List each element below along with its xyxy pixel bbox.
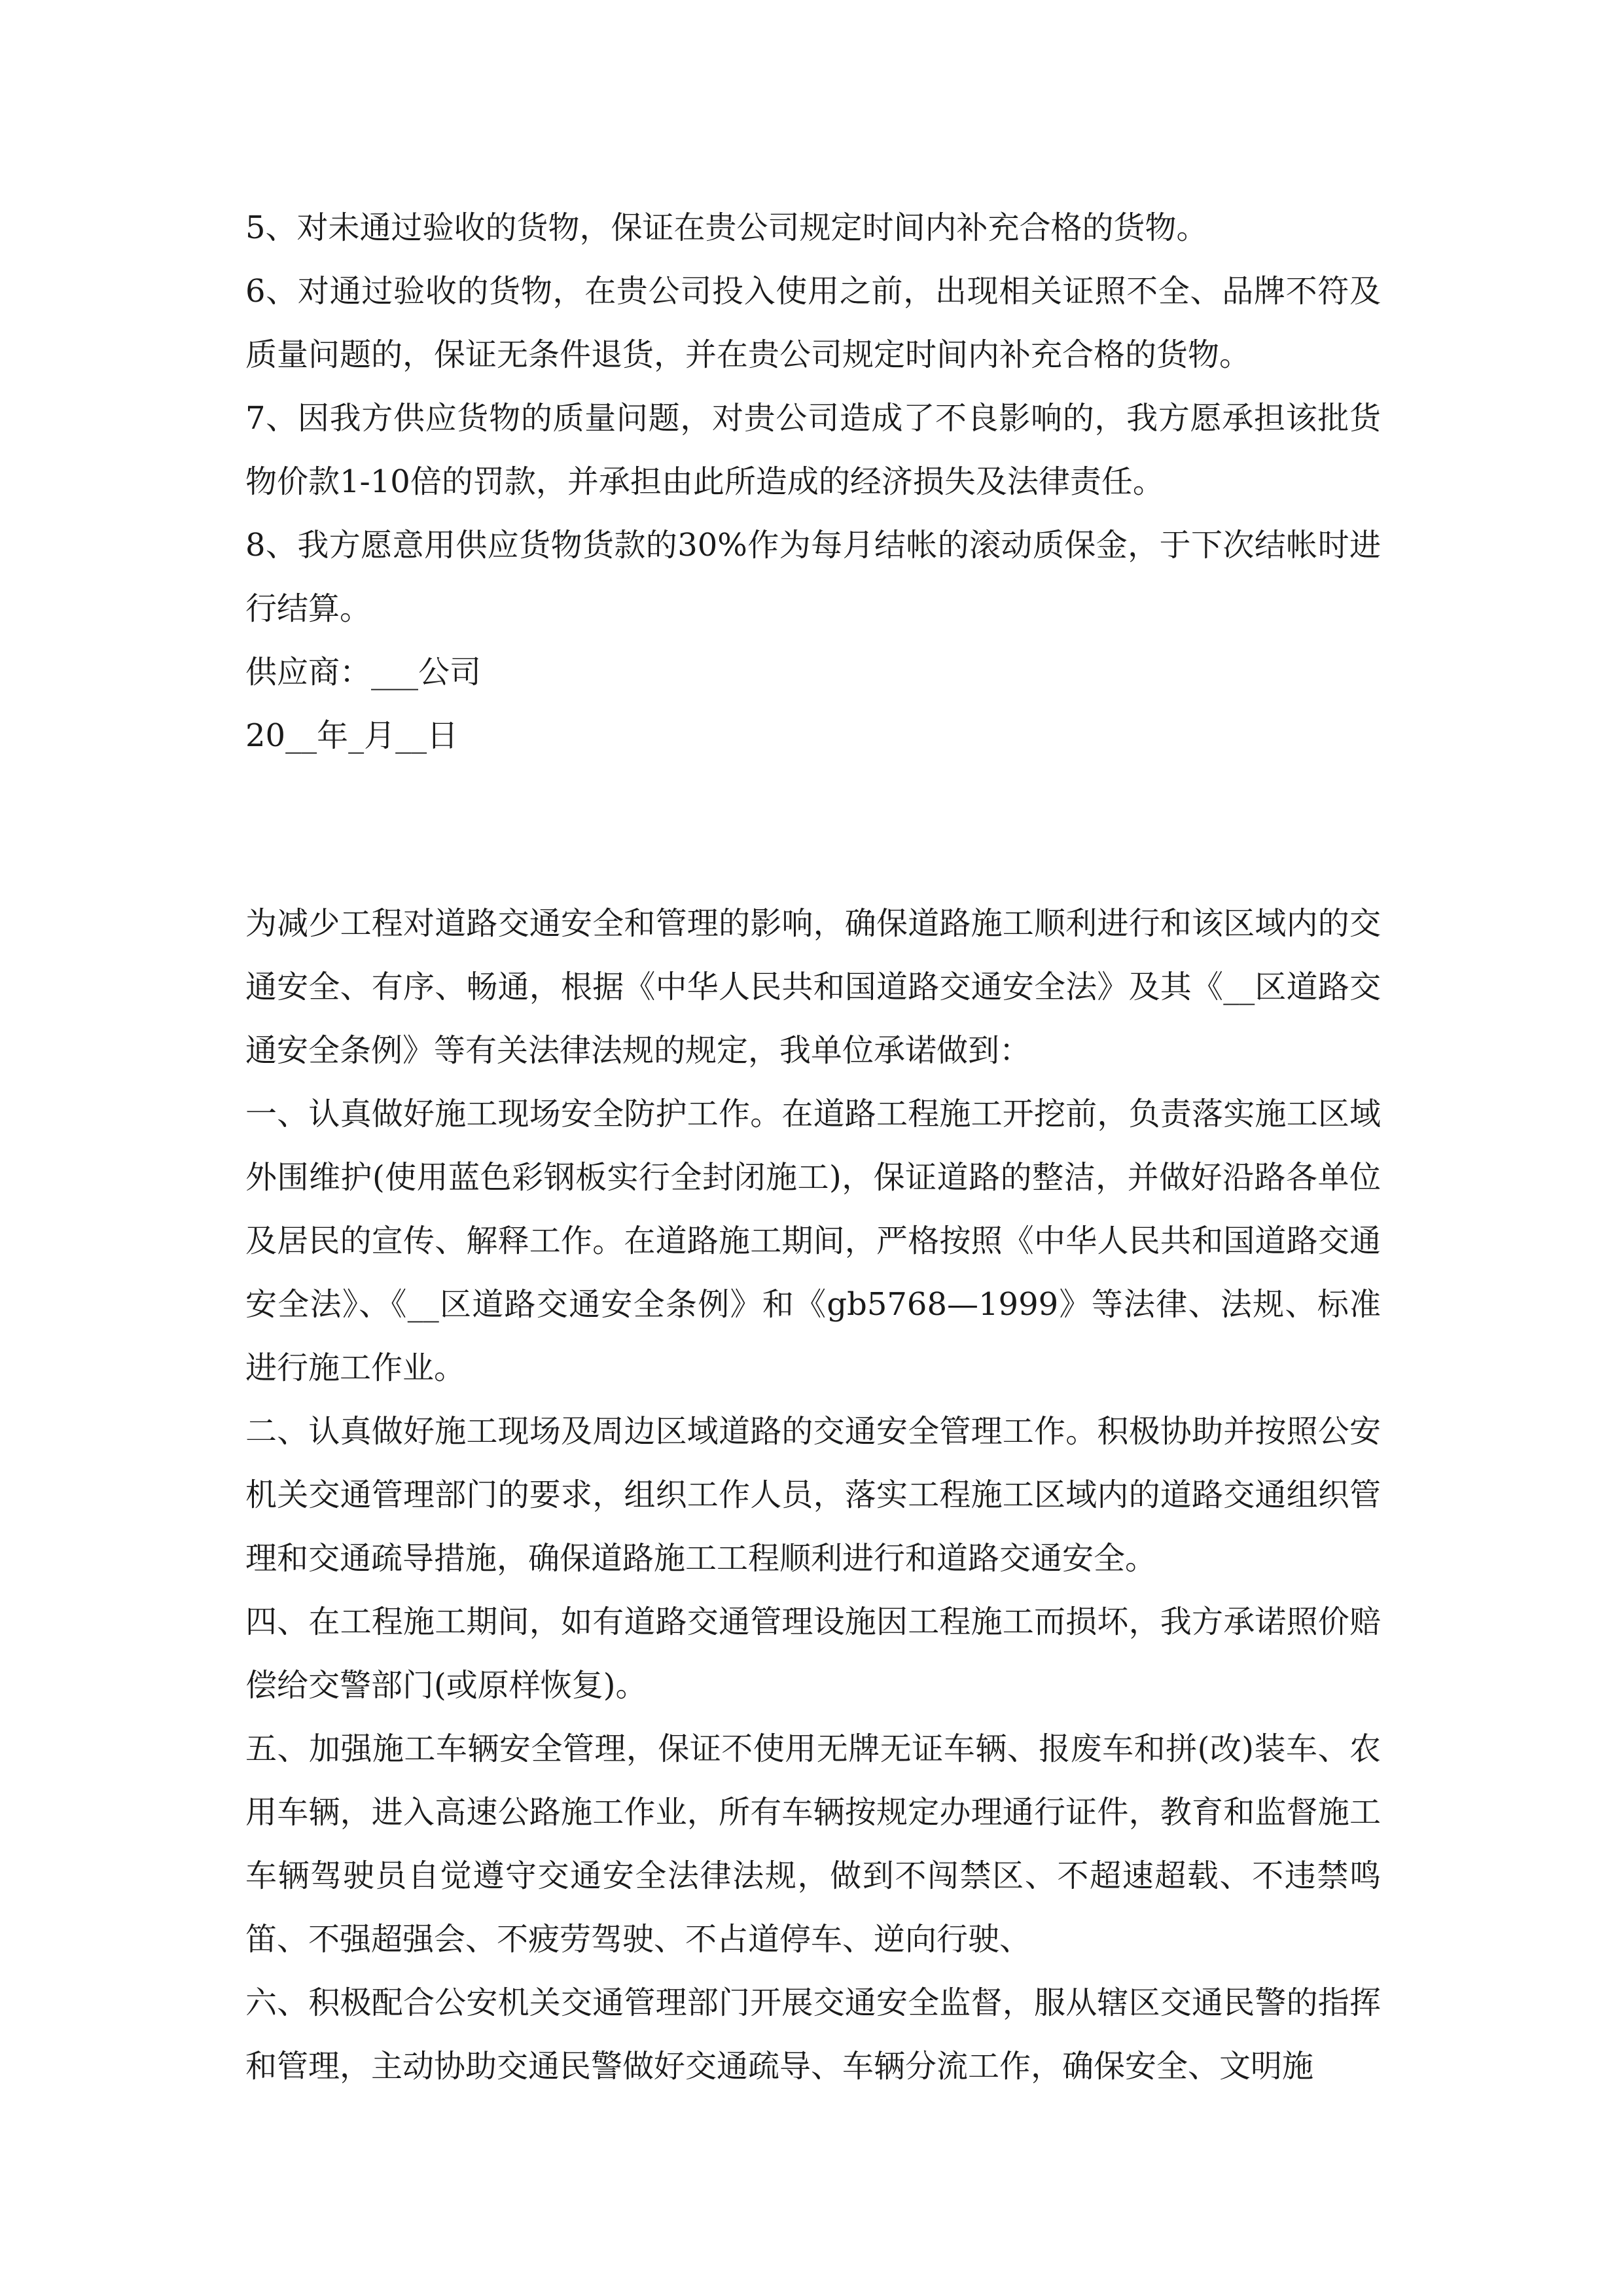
clause-8: 8、我方愿意用供应货物货款的30%作为每月结帐的滚动质保金，于下次结帐时进行结算。	[245, 527, 1381, 627]
pledge-item-2: 二、认真做好施工现场及周边区域道路的交通安全管理工作。积极协助并按照公安机关交通管理部门的要求，组织工作人员，落实工程施工区域内的道路交通组织管理和交通疏导措施，确保道路施工工程顺利进行和道路交通安全。	[245, 1413, 1381, 1577]
clause-7: 7、因我方供应货物的质量问题，对贵公司造成了不良影响的，我方愿承担该批货物价款1-10倍的罚款，并承担由此所造成的经济损失及法律责任。	[245, 400, 1381, 500]
traffic-pledge-intro: 为减少工程对道路交通安全和管理的影响，确保道路施工顺利进行和该区域内的交通安全、有序、畅通，根据《中华人民共和国道路交通安全法》及其《__区道路交通安全条例》等有关法律法规的规定，我单位承诺做到：	[245, 905, 1381, 1069]
pledge-item-1: 一、认真做好施工现场安全防护工作。在道路工程施工开挖前，负责落实施工区域外围维护(使用蓝色彩钢板实行全封闭施工)，保证道路的整洁，并做好沿路各单位及居民的宣传、解释工作。在道路施工期间，严格按照《中华人民共和国道路交通安全法》、《__区道路交通安全条例》和《gb5768—1999》等法律、法规、标准进行施工作业。	[245, 1096, 1381, 1386]
document-body	[245, 196, 1381, 2098]
pledge-item-5: 五、加强施工车辆安全管理，保证不使用无牌无证车辆、报废车和拼(改)装车、农用车辆，进入高速公路施工作业，所有车辆按规定办理通行证件，教育和监督施工车辆驾驶员自觉遵守交通安全法律法规，做到不闯禁区、不超速超载、不违禁鸣笛、不强超强会、不疲劳驾驶、不占道停车、逆向行驶、	[245, 1731, 1381, 1958]
clause-6: 6、对通过验收的货物，在贵公司投入使用之前，出现相关证照不全、品牌不符及质量问题的，保证无条件退货，并在贵公司规定时间内补充合格的货物。	[245, 273, 1381, 373]
pledge-item-4: 四、在工程施工期间，如有道路交通管理设施因工程施工而损坏，我方承诺照价赔偿给交警部门(或原样恢复)。	[245, 1604, 1381, 1704]
section-spacer	[245, 768, 1381, 892]
pledge-item-6: 六、积极配合公安机关交通管理部门开展交通安全监督，服从辖区交通民警的指挥和管理，主动协助交通民警做好交通疏导、车辆分流工作，确保安全、文明施	[245, 1984, 1381, 2085]
clause-5: 5、对未通过验收的货物，保证在贵公司规定时间内补充合格的货物。	[245, 209, 1208, 246]
date-line: 20__年_月__日	[245, 717, 459, 754]
supplier-signature-line: 供应商：___公司	[245, 654, 482, 691]
